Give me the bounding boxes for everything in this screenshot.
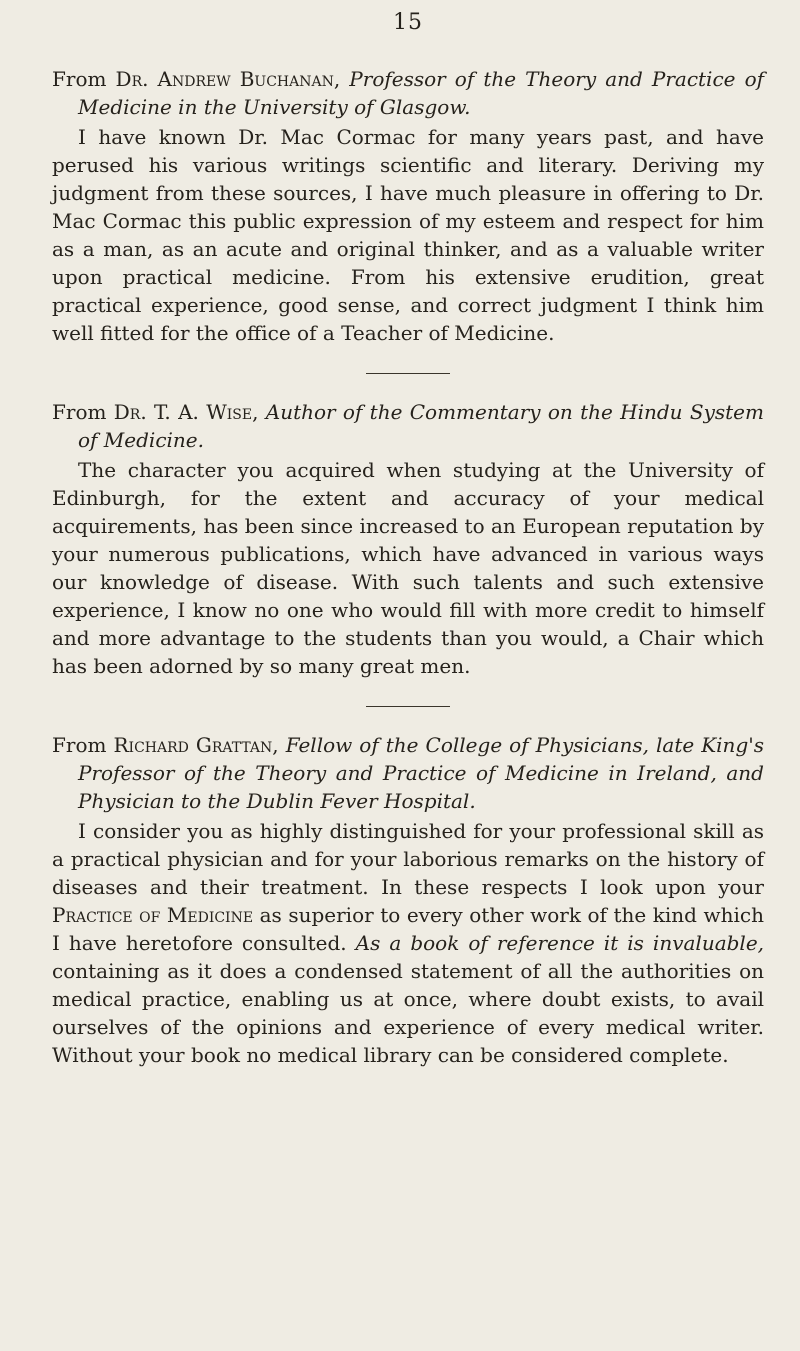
from-label: From (52, 67, 107, 91)
page-number: 15 (393, 10, 423, 35)
from-label: From (52, 733, 107, 757)
testimonial-body (52, 817, 764, 1069)
author-name: Dr. Andrew Buchanan, (115, 67, 341, 91)
author-title: Author of the Commentary on the Hindu System of Medicine. (78, 400, 764, 452)
body-text-part: I consider you as highly distinguished for your professional skill as a practical physician and for your laborious remarks on the history of diseases and their treatment. In these respects I look upon your (52, 819, 764, 899)
section-divider (366, 706, 450, 707)
from-label: From (52, 400, 107, 424)
body-text-part: as superior to every other work of the kind which I have heretofore consulted. (52, 903, 764, 955)
author-name: Richard Grattan, (113, 733, 279, 757)
testimonial-heading (52, 65, 764, 121)
book-title-reference: Practice of Medicine (52, 903, 254, 927)
testimonial-heading (52, 398, 764, 454)
testimonial-body: The character you acquired when studying at the University of Edinburgh, for the extent and accuracy of your medical acquirements, has been since increased to an European reputation by your numerous publications, which have advanced in various ways our knowledge of disease. With such talents and such extensive experience, I know no one who would fill with more credit to himself and more advantage to the students than you would, a Chair which has been adorned by so many great men. (52, 458, 764, 678)
testimonial-buchanan (52, 65, 764, 347)
testimonial-grattan (52, 731, 764, 1069)
section-divider (366, 373, 450, 374)
body-text-part: containing as it does a condensed statement of all the authorities on medical practice, enabling us at once, where doubt exists, to avail ourselves of the opinions and experience of every medical writer. Without your book no medical library can be considered complete. (52, 959, 764, 1067)
author-name: Dr. T. A. Wise, (113, 400, 259, 424)
testimonial-body: I have known Dr. Mac Cormac for many years past, and have perused his various writings scientific and literary. Deriving my judgment from these sources, I have much pleasure in offering to Dr. Mac Cormac this public expression of my esteem and respect for him as a man, as an acute and original thinker, and as a valuable writer upon practical medicine. From his extensive erudition, great practical experience, good sense, and correct judgment I think him well fitted for the office of a Teacher of Medicine. (52, 125, 764, 345)
author-title: Professor of the Theory and Practice of Medicine in the University of Glasgow. (78, 67, 765, 119)
author-title: Fellow of the College of Physicians, late King's Professor of the Theory and Practice of Medicine in Ireland, and Physician to the Dublin Fever Hospital. (78, 733, 765, 813)
emphasized-text: As a book of reference it is invaluable, (355, 931, 765, 955)
testimonial-wise (52, 398, 764, 680)
testimonial-heading (52, 731, 764, 815)
document-page (52, 10, 764, 1069)
